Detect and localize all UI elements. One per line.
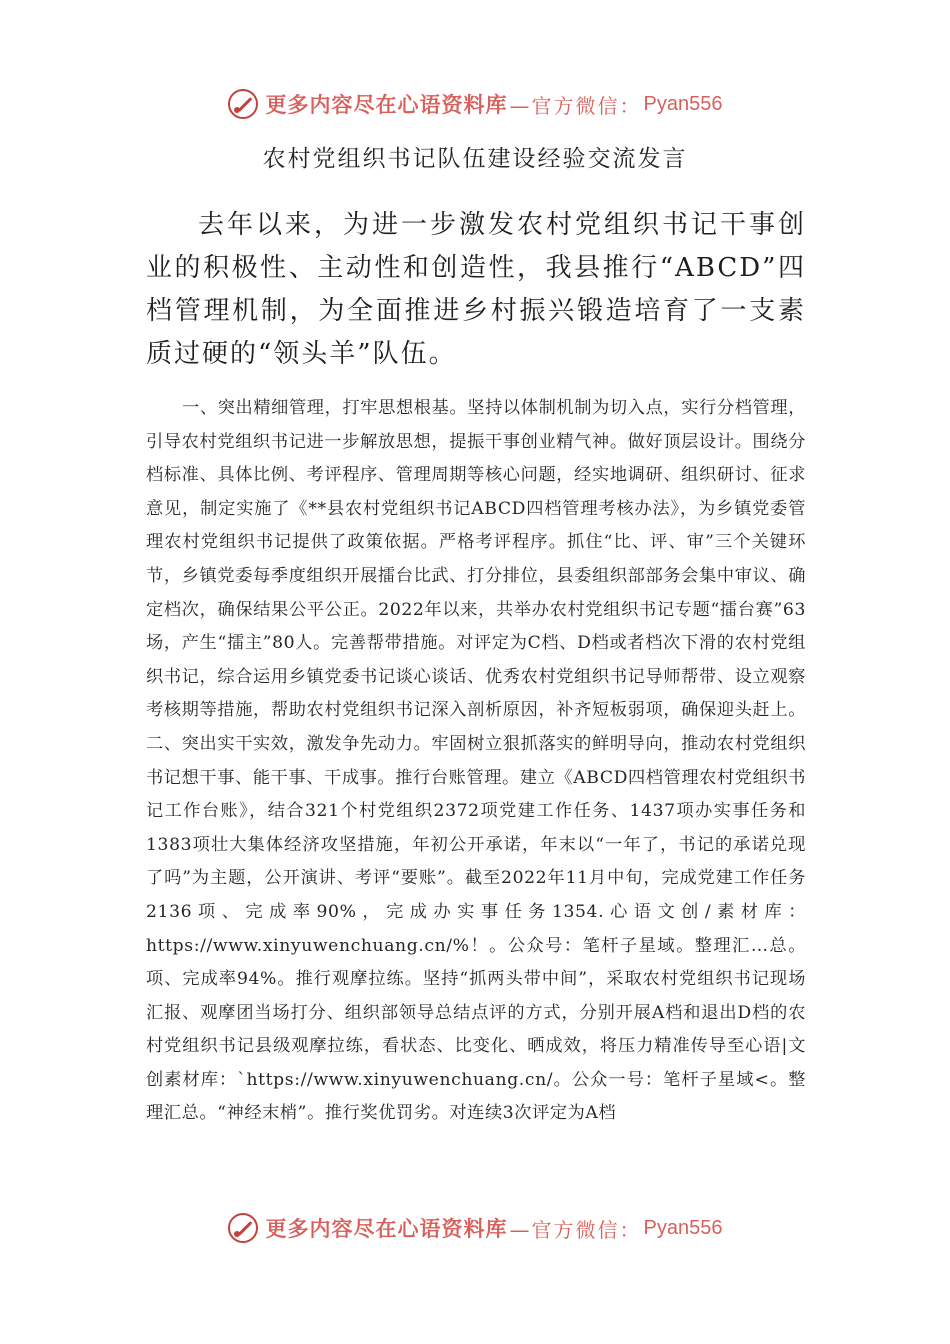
watermark-wechat-id: Pyan556: [643, 92, 723, 115]
pen-logo-icon: [228, 1213, 258, 1243]
watermark-wechat-id: Pyan556: [643, 1216, 723, 1239]
pen-logo-icon: [228, 89, 258, 119]
document-title: 农村党组织书记队伍建设经验交流发言: [262, 146, 688, 172]
watermark-official-label: —官方微信：: [509, 1217, 642, 1242]
watermark-banner-bottom: [0, 1208, 950, 1248]
watermark-text: 更多内容尽在心语资料库: [265, 1217, 508, 1241]
watermark-banner-top: [0, 84, 950, 124]
watermark-official-label: —官方微信：: [509, 93, 642, 118]
body-paragraph: 一、突出精细管理，打牢思想根基。坚持以体制机制为切入点，实行分档管理，引导农村党组织书记进一步解放思想，提振干事创业精气神。做好顶层设计。围绕分档标准、具体比例、考评程序、管理周期等核心问题，经实地调研、组织研讨、征求意见，制定实施了《**县农村党组织书记ABCD四档管理考核办法》，为乡镇党委管理农村党组织书记提供了政策依据。严格考评程序。抓住“比、评、审”三个关键环节，乡镇党委每季度组织开展擂台比武、打分排位，县委组织部部务会集中审议、确定档次，确保结果公平公正。2022年以来，共举办农村党组织书记专题“擂台赛”63场，产生“擂主”80人。完善帮带措施。对评定为C档、D档或者档次下滑的农村党组织书记，综合运用乡镇党委书记谈心谈话、优秀农村党组织书记导师帮带、设立观察考核期等措施，帮助农村党组织书记深入剖析原因，补齐短板弱项，确保迎头赶上。二、突出实干实效，激发争先动力。牢固树立狠抓落实的鲜明导向，推动农村党组织书记想干事、能干事、干成事。推行台账管理。建立《ABCD四档管理农村党组织书记工作台账》，结合321个村党组织2372项党建工作任务、1437项办实事任务和1383项壮大集体经济攻坚措施，年初公开承诺，年末以“一年了，书记的承诺兑现了吗”为主题，公开演讲、考评“要账”。截至2022年11月中旬，完成党建工作任务2136项、完成率90%，完成办实事任务1354.心语文创/素材库：https://www.xinyuwenchuang.cn/%！。公众号：笔杆子星域。整理汇…总。项、完成率94%。推行观摩拉练。坚持“抓两头带中间”，采取农村党组织书记现场汇报、观摩团当场打分、组织部领导总结点评的方式，分别开展A档和退出D档的农村党组织书记县级观摩拉练，看状态、比变化、晒成效，将压力精准传导至心语|文创素材库：`https://www.xinyuwenchuang.cn/。公众一号：笔杆子星域<。整理汇总。“神经末梢”。推行奖优罚劣。对连续3次评定为A档: [146, 398, 806, 1124]
intro-paragraph: 去年以来，为进一步激发农村党组织书记干事创业的积极性、主动性和创造性，我县推行“ABCD”四档管理机制，为全面推进乡村振兴锻造培育了一支素质过硬的“领头羊”队伍。: [146, 210, 806, 369]
watermark-text: 更多内容尽在心语资料库: [265, 93, 508, 117]
